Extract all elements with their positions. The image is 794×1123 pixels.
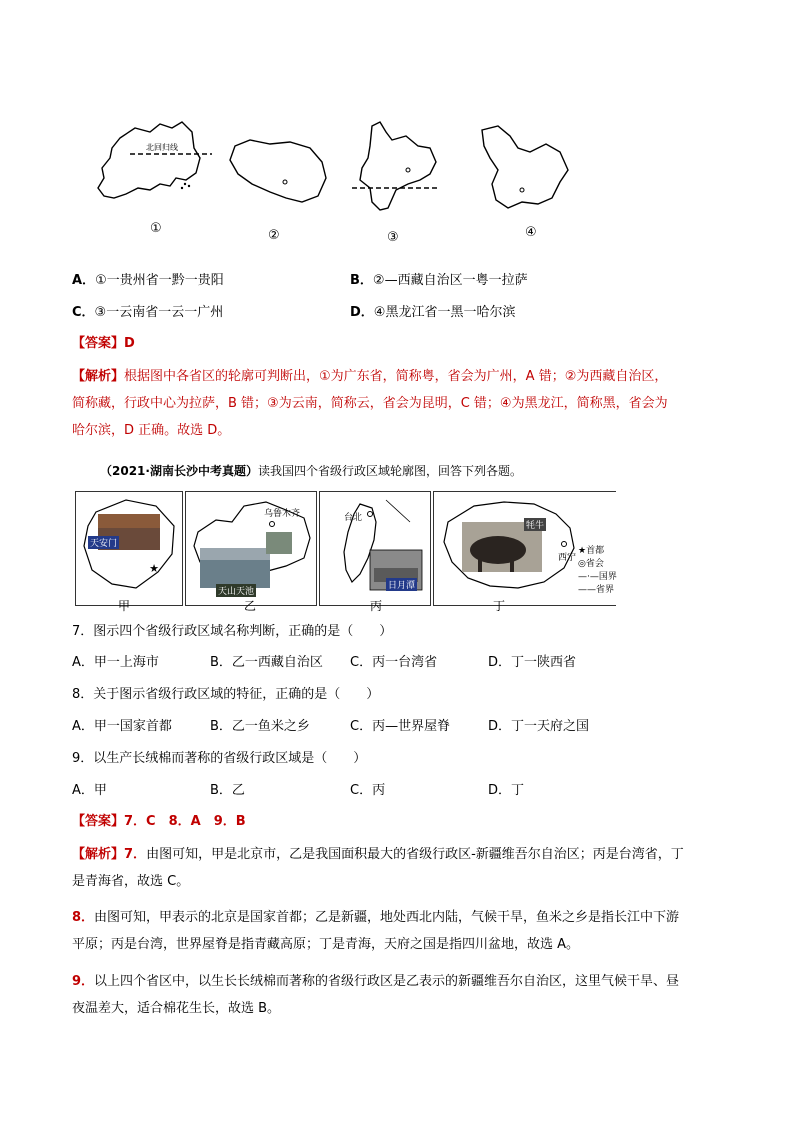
- legend-capital: ★首都: [578, 546, 605, 556]
- guangdong-outline: [98, 122, 212, 198]
- option-a: A．①一贵州省一黔一贵阳: [72, 273, 224, 288]
- map-label-2: ②: [268, 228, 280, 243]
- q9-option-a: A．甲: [72, 783, 107, 798]
- city-urumqi: 乌鲁木齐: [264, 509, 301, 519]
- analysis-q9: 9．以上四个省区中，以生长长绒棉而著称的省级行政区是乙表示的新疆维吾尔自治区，这里气候干旱、昼 夜温差大，适合棉花生长，故选 B。: [72, 974, 680, 1016]
- province-outline-maps: [90, 118, 590, 218]
- q8-stem: 8．关于图示省级行政区域的特征，正确的是（ ）: [72, 687, 380, 702]
- tropic-label: 北回归线: [146, 143, 178, 152]
- q7-option-d: D．丁一陕西省: [488, 655, 577, 670]
- q9-stem: 9．以生产长绒棉而著称的省级行政区域是（ ）: [72, 751, 367, 766]
- map-label-1: ①: [150, 221, 162, 236]
- yunnan-outline: [352, 122, 440, 210]
- option-c: C．③一云南省一云一广州: [72, 305, 224, 320]
- panel-bing: [319, 491, 431, 606]
- tibet-outline: [230, 140, 326, 202]
- q7-option-a: A．甲一上海市: [72, 655, 159, 670]
- panel-label-jia: 甲: [118, 599, 131, 613]
- q9-option-c: C．丙: [350, 783, 386, 798]
- analysis-q8: 8．由图可知，甲表示的北京是国家首都；乙是新疆，地处西北内陆，气候干旱，鱼米之乡是指长江中下游 平原；丙是台湾，世界屋脊是指青藏高原；丁是青海，天府之国是指四川盆地，故选 A。: [72, 910, 680, 952]
- q9-option-d: D．丁: [488, 783, 525, 798]
- photo-label-tiananmen: 天安门: [88, 536, 119, 549]
- legend-national-border: —·—国界: [578, 572, 617, 582]
- panel-label-ding: 丁: [493, 599, 506, 613]
- city-taipei: 台北: [344, 513, 363, 523]
- photo-label-sunmoonlake: 日月潭: [386, 578, 417, 591]
- option-d: D．④黑龙江省一黑一哈尔滨: [350, 305, 516, 320]
- q9-option-b: B．乙: [210, 783, 245, 798]
- map-label-4: ④: [525, 225, 537, 240]
- analysis-q7: 【解析】7．由图可知，甲是北京市，乙是我国面积最大的省级行政区-新疆维吾尔自治区；丙是台湾省，丁 是青海省，故选 C。: [72, 847, 684, 889]
- q8-option-a: A．甲一国家首都: [72, 719, 172, 734]
- legend-provincial-border: ——省界: [578, 585, 615, 595]
- q8-option-b: B．乙一鱼米之乡: [210, 719, 310, 734]
- option-b: B．②—西藏自治区一粤一拉萨: [350, 273, 528, 288]
- q8-option-d: D．丁一天府之国: [488, 719, 590, 734]
- panel-jia: [75, 491, 183, 606]
- map-label-3: ③: [387, 230, 399, 245]
- q7-option-c: C．丙一台湾省: [350, 655, 438, 670]
- answers-7-9: 【答案】7．C 8．A 9．B: [72, 814, 246, 829]
- q8-option-c: C．丙—世界屋脊: [350, 719, 451, 734]
- q7-stem: 7．图示四个省级行政区域名称判断，正确的是（ ）: [72, 624, 393, 639]
- panel-yi: [185, 491, 317, 606]
- heilongjiang-outline: [482, 126, 568, 208]
- panel-label-bing: 丙: [370, 599, 383, 613]
- panel-label-yi: 乙: [244, 599, 257, 613]
- svg-text:★: ★: [149, 562, 159, 575]
- photo-label-tianchi: 天山天池: [216, 584, 256, 597]
- legend-provincial-capital: ◎省会: [578, 559, 604, 569]
- answer-prev: 【答案】D: [72, 336, 135, 351]
- analysis-prev: 【解析】根据图中各省区的轮廓可判断出，①为广东省，简称粤，省会为广州，A 错；②为西藏自治区， 简称藏，行政中心为拉萨，B 错；③为云南，简称云，省会为昆明，C 错；④为黑龙江，简称黑，省会为 哈尔滨，D 正确。故选 D。: [72, 369, 668, 438]
- group-header: （2021·湖南长沙中考真题）读我国四个省级行政区域轮廓图，回答下列各题。: [100, 464, 522, 478]
- q7-option-b: B．乙一西藏自治区: [210, 655, 323, 670]
- city-xining: 西宁: [558, 553, 577, 563]
- photo-label-yak: 牦牛: [524, 518, 546, 531]
